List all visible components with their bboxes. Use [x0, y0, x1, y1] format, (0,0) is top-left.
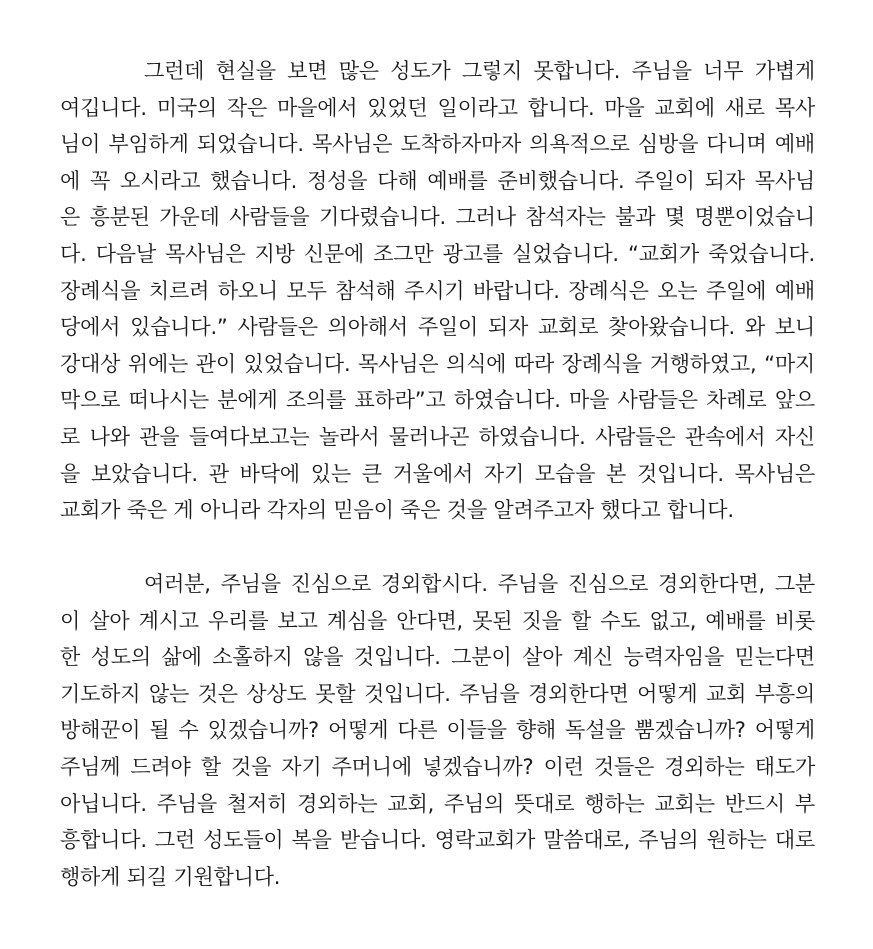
text-line: 로 나와 관을 들여다보고는 놀라서 물러나곤 하였습니다. 사람들은 관속에서 자신: [60, 424, 815, 449]
text-line: 장례식을 치르려 하오니 모두 참석해 주시기 바랍니다. 장례식은 오는 주일에 예배: [60, 278, 815, 303]
text-line: 아닙니다. 주님을 철저히 경외하는 교회, 주님의 뜻대로 행하는 교회는 반드시 부: [60, 791, 815, 816]
text-line: 당에서 있습니다.” 사람들은 의아해서 주일이 되자 교회로 찾아왔습니다. 와 보니: [60, 315, 815, 340]
text-line: 주님께 드려야 할 것을 자기 주머니에 넣겠습니까? 이런 것들은 경외하는 태도가: [60, 754, 815, 779]
paragraph-2: [60, 566, 815, 895]
text-line: 강대상 위에는 관이 있었습니다. 목사님은 의식에 따라 장례식을 거행하였고, “마지: [60, 351, 815, 376]
text-line: 방해꾼이 될 수 있겠습니까? 어떻게 다른 이들을 향해 독설을 뿜겠습니까? 어떻게: [60, 718, 815, 743]
text-line: 님이 부임하게 되었습니다. 목사님은 도착하자마자 의욕적으로 심방을 다니며 예배: [60, 132, 815, 157]
paragraph-1: [60, 53, 815, 529]
text-line: 을 보았습니다. 관 바닥에 있는 큰 거울에서 자기 모습을 본 것입니다. 목사님은: [60, 461, 815, 486]
text-line: 한 성도의 삶에 소홀하지 않을 것입니다. 그분이 살아 계신 능력자임을 믿는다면: [60, 645, 815, 670]
text-line: 기도하지 않는 것은 상상도 못할 것입니다. 주님을 경외한다면 어떻게 교회 부흥의: [60, 681, 815, 706]
text-line: 여깁니다. 미국의 작은 마을에서 있었던 일이라고 합니다. 마을 교회에 새로 목사: [60, 95, 815, 120]
text-line: 흥합니다. 그런 성도들이 복을 받습니다. 영락교회가 말씀대로, 주님의 원하는 대로: [60, 828, 815, 853]
text-line: 행하게 되길 기원합니다.: [60, 864, 281, 889]
text-line: 에 꼭 오시라고 했습니다. 정성을 다해 예배를 준비했습니다. 주일이 되자 목사님: [60, 168, 815, 193]
text-line: 여러분, 주님을 진심으로 경외합시다. 주님을 진심으로 경외한다면, 그분: [144, 572, 815, 596]
text-line: 다. 다음날 목사님은 지방 신문에 조그만 광고를 실었습니다. “교회가 죽었습니다.: [60, 241, 815, 266]
text-line: 그런데 현실을 보면 많은 성도가 그렇지 못합니다. 주님을 너무 가볍게: [144, 59, 815, 83]
text-line: 은 흥분된 가운데 사람들을 기다렸습니다. 그러나 참석자는 불과 몇 명뿐이었습니: [60, 205, 815, 230]
text-line: 교회가 죽은 게 아니라 각자의 믿음이 죽은 것을 알려주고자 했다고 합니다.: [60, 498, 734, 523]
text-line: 이 살아 계시고 우리를 보고 계심을 안다면, 못된 짓을 할 수도 없고, 예배를 비롯: [60, 608, 815, 633]
text-line: 막으로 떠나시는 분에게 조의를 표하라”고 하였습니다. 마을 사람들은 차례로 앞으: [60, 388, 815, 413]
